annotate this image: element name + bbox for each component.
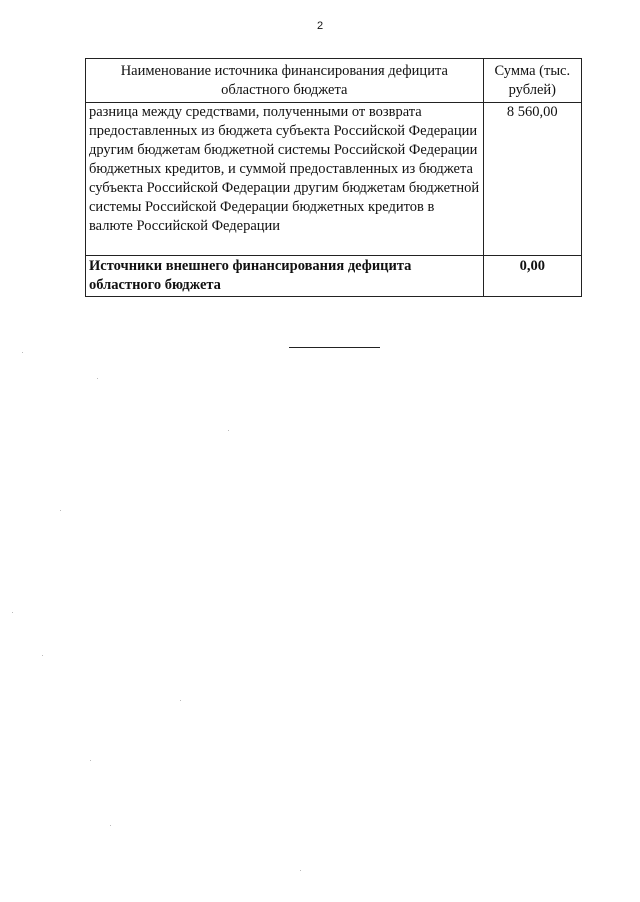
row-amount: 0,00 [483, 256, 581, 297]
scan-speck [300, 870, 301, 871]
scan-speck [22, 352, 23, 353]
closing-divider [289, 347, 380, 348]
scan-speck [90, 760, 91, 761]
table-row-total [86, 256, 582, 297]
row-source-name: разница между средствами, полученными от возврата предоставленных из бюджета субъекта Российской Федерации другим бюджетам бюджетной системы Российской Федерации бюджетных кредитов, и суммой предоставленных из бюджета субъекта Российской Федерации другим бюджетам бюджетной системы Российской Федерации бюджетных кредитов в валюте Российской Федерации [86, 103, 484, 256]
row-source-name: Источники внешнего финансирования дефицита областного бюджета [86, 256, 484, 297]
scan-speck [12, 612, 13, 613]
scan-speck [42, 655, 43, 656]
scan-speck [110, 825, 111, 826]
page-number: 2 [316, 20, 324, 32]
scan-speck [228, 430, 229, 431]
table-header-row [86, 59, 582, 103]
budget-sources-table [85, 58, 582, 297]
table-row [86, 103, 582, 256]
scan-speck [180, 700, 181, 701]
scan-speck [97, 378, 98, 379]
scan-speck [60, 510, 61, 511]
header-name-column: Наименование источника финансирования дефицита областного бюджета [86, 59, 484, 103]
row-amount: 8 560,00 [483, 103, 581, 256]
header-sum-column: Сумма (тыс. рублей) [483, 59, 581, 103]
